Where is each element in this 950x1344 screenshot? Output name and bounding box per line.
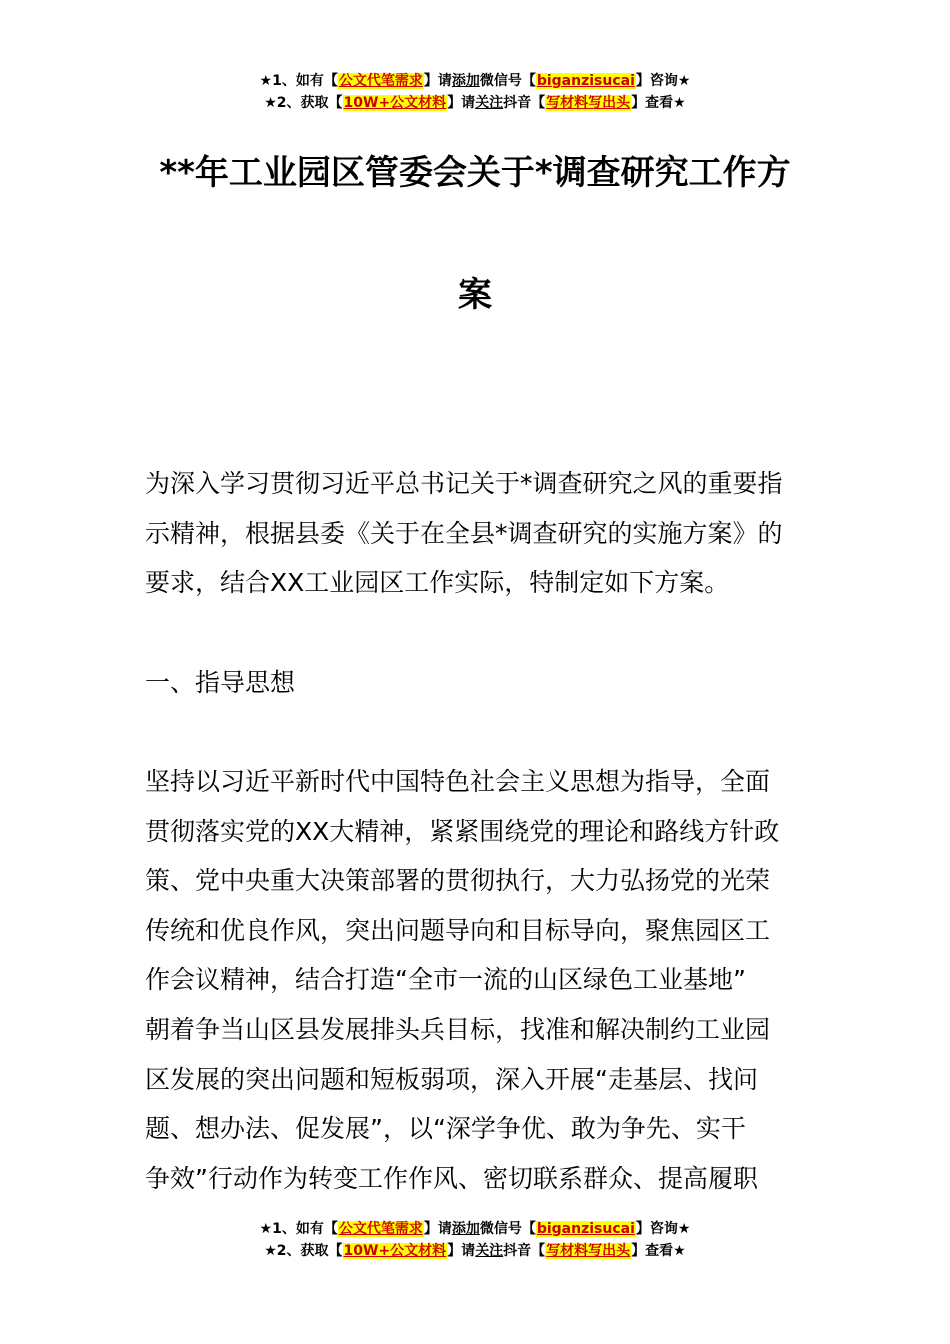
banner-text: 】请 (447, 95, 476, 111)
materials-highlight: 10W+公文材料 (343, 95, 447, 111)
document-title-line-1: **年工业园区管委会关于*调查研究工作方 (159, 153, 791, 193)
paragraph-line: 题、想办法、促发展”，以“深学争优、敢为争先、实干 (145, 1114, 746, 1144)
banner-text: 】咨询★ (635, 73, 691, 89)
banner-text: 添加 (451, 1221, 480, 1237)
section-paragraph (145, 757, 810, 1203)
paragraph-line: 贯彻落实党的XX大精神，紧紧围绕党的理论和路线方针政 (145, 816, 780, 846)
paragraph-line: 传统和优良作风，突出问题导向和目标导向，聚焦园区工 (145, 915, 771, 945)
paragraph-line: 策、党中央重大决策部署的贯彻执行，大力弘扬党的光荣 (145, 866, 771, 896)
paragraph-line: 作会议精神，结合打造“全市一流的山区绿色工业基地” (145, 965, 746, 995)
banner-text: 关注 (475, 1243, 504, 1259)
banner-text: 添加 (451, 73, 480, 89)
banner-text: 关注 (475, 95, 504, 111)
paragraph-line: 争效”行动作为转变工作作风、密切联系群众、提高履职 (145, 1163, 758, 1193)
banner-text: 微信号【 (479, 73, 536, 89)
banner-text: 】查看★ (631, 1243, 686, 1259)
banner-text: 】请 (423, 1221, 452, 1237)
banner-text: ★1、如有【 (259, 1221, 338, 1237)
top-banner (0, 70, 950, 114)
wechat-id-highlight: biganzisucai (536, 1221, 635, 1237)
banner-line-2 (0, 92, 950, 114)
banner-text: 】查看★ (631, 95, 686, 111)
paragraph-line: 要求，结合XX工业园区工作实际，特制定如下方案。 (145, 568, 730, 598)
banner-line-2 (0, 1240, 950, 1262)
bottom-banner (0, 1218, 950, 1262)
banner-text: ★2、获取【 (264, 95, 343, 111)
banner-text: 微信号【 (479, 1221, 536, 1237)
wechat-id-highlight: biganzisucai (536, 73, 635, 89)
banner-text: ★2、获取【 (264, 1243, 343, 1259)
document-title-line-2: 案 (458, 275, 492, 315)
banner-text: 】请 (423, 73, 452, 89)
paragraph-line: 朝着争当山区县发展排头兵目标，找准和解决制约工业园 (145, 1014, 771, 1044)
service-highlight: 公文代笔需求 (338, 73, 423, 89)
banner-text: 】咨询★ (635, 1221, 691, 1237)
banner-text: 抖音【 (503, 1243, 546, 1259)
banner-text: 】请 (447, 1243, 476, 1259)
intro-paragraph (145, 459, 810, 608)
banner-line-1 (0, 70, 950, 92)
douyin-id-highlight: 写材料写出头 (546, 1243, 631, 1259)
paragraph-line: 区发展的突出问题和短板弱项，深入开展“走基层、找问 (145, 1064, 758, 1094)
paragraph-line: 为深入学习贯彻习近平总书记关于*调查研究之风的重要指 (145, 469, 783, 498)
materials-highlight: 10W+公文材料 (343, 1243, 447, 1259)
service-highlight: 公文代笔需求 (338, 1221, 423, 1237)
douyin-id-highlight: 写材料写出头 (546, 95, 631, 111)
paragraph-line: 示精神，根据县委《关于在全县*调查研究的实施方案》的 (145, 518, 783, 548)
banner-line-1 (0, 1218, 950, 1240)
banner-text: ★1、如有【 (259, 73, 338, 89)
section-heading: 一、指导思想 (145, 668, 296, 697)
banner-text: 抖音【 (503, 95, 546, 111)
paragraph-line: 坚持以习近平新时代中国特色社会主义思想为指导，全面 (145, 767, 771, 796)
